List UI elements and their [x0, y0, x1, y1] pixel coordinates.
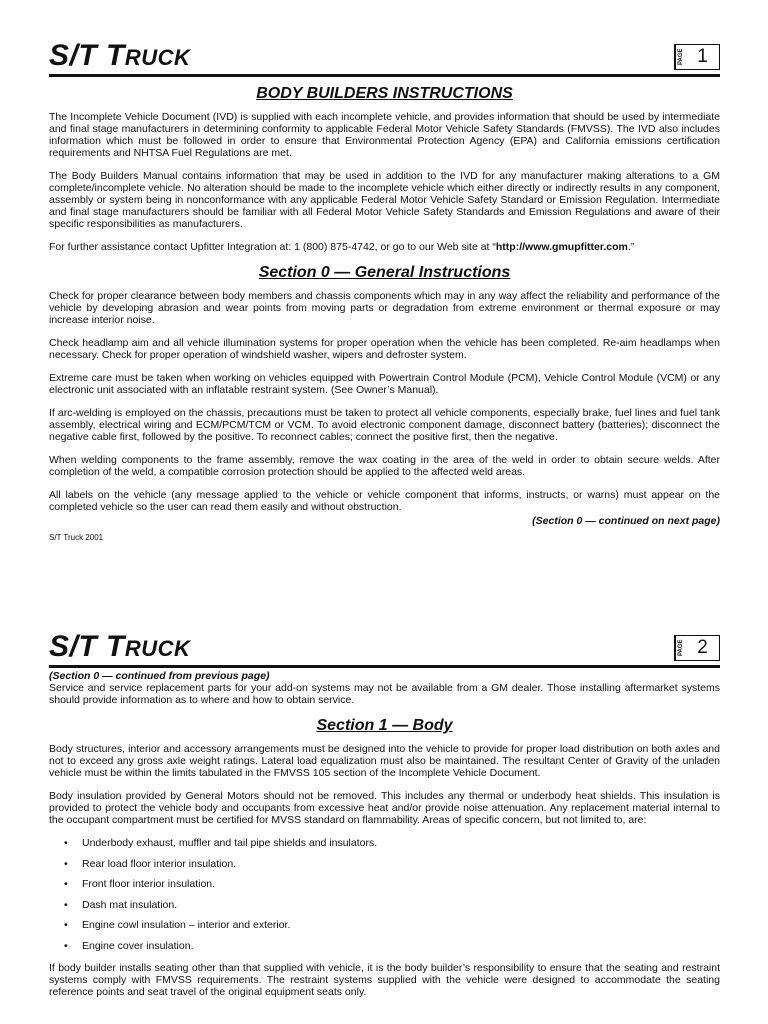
- continued-from-note: (Section 0 — continued from previous page): [49, 670, 270, 682]
- paragraph: Body structures, interior and accessory arrangements must be designed into the vehicle to provide for proper load distribution on both axles and not to exceed any gross axle weight ratings. Lateral load equalization must also be maintained. The resultant Center of Gravity of the unladen vehicle must be within the limits tabulated in the FMVSS 105 section of the Incomplete Vehicle Document.: [49, 743, 720, 779]
- insulation-list: [49, 837, 720, 952]
- page-number: 2: [697, 637, 708, 658]
- paragraph: If body builder installs seating other than that supplied with vehicle, it is the body builder’s responsibility to ensure that the seating and restraint systems comply with FMVSS requirements. The restraint systems supplied with the vehicle were designed to accommodate the seating reference points and seat travel of the original equipment seats only.: [49, 961, 720, 998]
- list-item: • Underbody exhaust, muffler and tail pipe shields and insulators.: [64, 837, 378, 849]
- paragraph: Check headlamp aim and all vehicle illumination systems for proper operation when the vehicle has been completed. Re-aim headlamps when necessary. Check for proper operation of windshield washer, wipers and defroster system.: [49, 337, 720, 361]
- list-item: • Rear load floor interior insulation.: [64, 857, 237, 870]
- paragraph: When welding components to the frame assembly, remove the wax coating in the area of the weld in order to obtain secure welds. After completion of the weld, a compatible corrosion protection should be applied to the affected weld areas.: [49, 454, 720, 478]
- section-heading: Section 1 — Body: [316, 717, 453, 734]
- paragraph: All labels on the vehicle (any message applied to the vehicle or vehicle component that informs, instructs, or warns) must appear on the completed vehicle so the user can read them easily and without obstruction.: [49, 489, 720, 513]
- brand-title: S/T TRUCK: [49, 39, 191, 72]
- bullet-icon: •: [64, 939, 68, 952]
- paragraph: Body insulation provided by General Motors should not be removed. This includes any thermal or underbody heat shields. This insulation is provided to protect the vehicle body and occupants from excessive heat and/or provide noise attenuation. Any replacement material internal to the occupant compartment must be certified for MVSS standard on flammability. Areas of specific concern, but not limited to, are:: [49, 790, 720, 826]
- brand-title: S/T TRUCK: [49, 630, 191, 663]
- bullet-icon: •: [64, 898, 68, 911]
- page-1: [49, 39, 720, 542]
- page-number-box: [674, 635, 720, 661]
- list-item: • Dash mat insulation.: [64, 898, 178, 911]
- bullet-icon: •: [64, 919, 68, 931]
- list-item: • Engine cowl insulation – interior and exterior.: [64, 919, 291, 931]
- bullet-icon: •: [64, 878, 68, 890]
- paragraph: Service and service replacement parts for your add-on systems may not be available from a GM dealer. Those installing aftermarket systems should provide information as to where and how to obtain service.: [49, 682, 720, 706]
- bullet-icon: •: [64, 837, 68, 849]
- paragraph: The Incomplete Vehicle Document (IVD) is supplied with each incomplete vehicle, and provides information that should be used by intermediate and final stage manufacturers in determining conformity to applicable Federal Motor Vehicle Safety Standards (FMVSS). The IVD also includes information which must be followed in order to ensure that Environmental Protection Agency (EPA) and California emissions certification requirements and NHTSA Fuel Regulations are met.: [49, 111, 720, 159]
- page-number-box: [674, 44, 720, 70]
- page-label: PAGE: [675, 45, 686, 69]
- paragraph: The Body Builders Manual contains information that may be used in addition to the IVD for any manufacturer making alterations to a GM complete/incomplete vehicle. No alteration should be made to the incomplete vehicle which either directly or indirectly results in any component, assembly or system being in nonconformance with any applicable Federal Motor Vehicle Safety Standard or Emission Regulation. Intermediate and final stage manufacturers should be familiar with all Federal Motor Vehicle Safety Standards and Emission Regulations and aware of their specific responsibilities as manufacturers.: [49, 170, 720, 230]
- page-number: 1: [697, 46, 708, 67]
- list-item: • Front floor interior insulation.: [64, 878, 216, 890]
- paragraph: If arc-welding is employed on the chassis, precautions must be taken to protect all vehicle components, especially brake, fuel lines and fuel tank assembly, electrical wiring and ECM/PCM/TCM or VCM. To avoid electronic component damage, disconnect battery (batteries); disconnect the negative cable first, followed by the positive. To reconnect cables; connect the positive first, then the negative.: [49, 407, 720, 443]
- page-footer: S/T Truck 2001: [49, 533, 104, 542]
- contact-paragraph: For further assistance contact Upfitter Integration at: 1 (800) 875-4742, or go to our Web site at “http://www.gmupfitter.com.”: [49, 241, 635, 253]
- page-header: [49, 630, 720, 668]
- page-label: PAGE: [675, 636, 686, 660]
- paragraph: Check for proper clearance between body members and chassis components which may in any way affect the reliability and performance of the vehicle by developing abrasion and wear points from moving parts or degradation from extreme environment or thermal exposure or may increase interior noise.: [49, 290, 720, 326]
- doc-title: BODY BUILDERS INSTRUCTIONS: [256, 85, 513, 102]
- section-heading: Section 0 — General Instructions: [258, 264, 511, 281]
- website-link[interactable]: http://www.gmupfitter.com: [495, 241, 628, 253]
- continued-note: (Section 0 — continued on next page): [532, 515, 720, 527]
- bullet-icon: •: [64, 857, 68, 870]
- page-header: [49, 39, 720, 77]
- paragraph: Extreme care must be taken when working on vehicles equipped with Powertrain Control Module (PCM), Vehicle Control Module (VCM) or any electronic unit associated with an inflatable restraint system. (See Owner’s Manual).: [49, 372, 720, 396]
- list-item: • Engine cover insulation.: [64, 939, 194, 952]
- page-2: [49, 630, 720, 1009]
